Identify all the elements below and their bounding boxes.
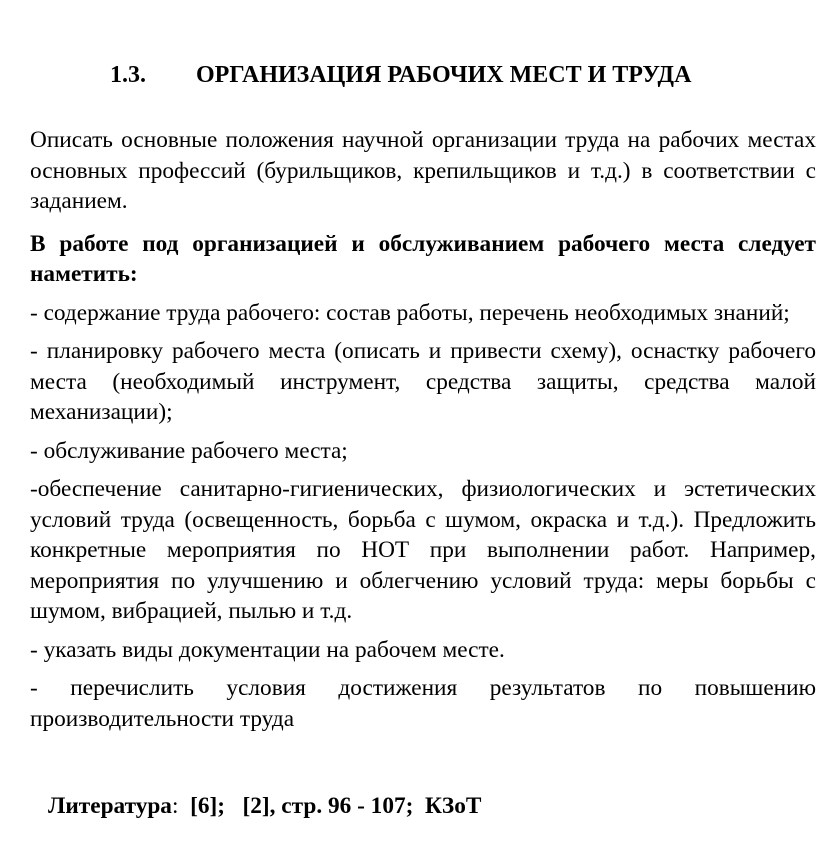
subheading-workplace-organization: В работе под организацией и обслуживанием рабочего места следует наметить: (30, 230, 816, 287)
literature-label: Литература (48, 793, 172, 819)
literature-references (48, 791, 481, 821)
list-item-documentation: - указать виды документации на рабочем месте. (30, 636, 505, 663)
section-title: ОРГАНИЗАЦИЯ РАБОЧИХ МЕСТ И ТРУДА (196, 62, 692, 88)
list-item-labor-content: - содержание труда рабочего: состав работы, перечень необходимых знаний; (30, 299, 790, 326)
task-description: Описать основные положения научной организации труда на рабочих местах основных профессий (бурильщиков, крепильщиков и т.д.) в соответствии с заданием. (30, 127, 816, 214)
list-item-sanitary-conditions: -обеспечение санитарно-гигиенических, физиологических и эстетических условий труда (освещенность, борьба с шумом, окраска и т.д.). Предложить конкретные мероприятия по НОТ при выполнении работ. Например, мероприятия по улучшению и облегчению условий труда: меры борьбы с шумом, вибрацией, пылью и т.д. (30, 476, 816, 624)
document-body (30, 125, 816, 742)
section-heading (110, 60, 691, 90)
literature-colon: : (171, 793, 179, 819)
section-number: 1.3. (110, 62, 146, 88)
list-item-workplace-service: - обслуживание рабочего места; (30, 437, 348, 464)
literature-refs: [6]; [2], стр. 96 - 107; КЗоТ (178, 793, 482, 819)
list-item-productivity: - перечислить условия достижения результатов по повышению производительности труда (30, 675, 816, 732)
list-item-workplace-layout: - планировку рабочего места (описать и привести схему), оснастку рабочего места (необходимый инструмент, средства защиты, средства малой механизации); (30, 338, 816, 425)
